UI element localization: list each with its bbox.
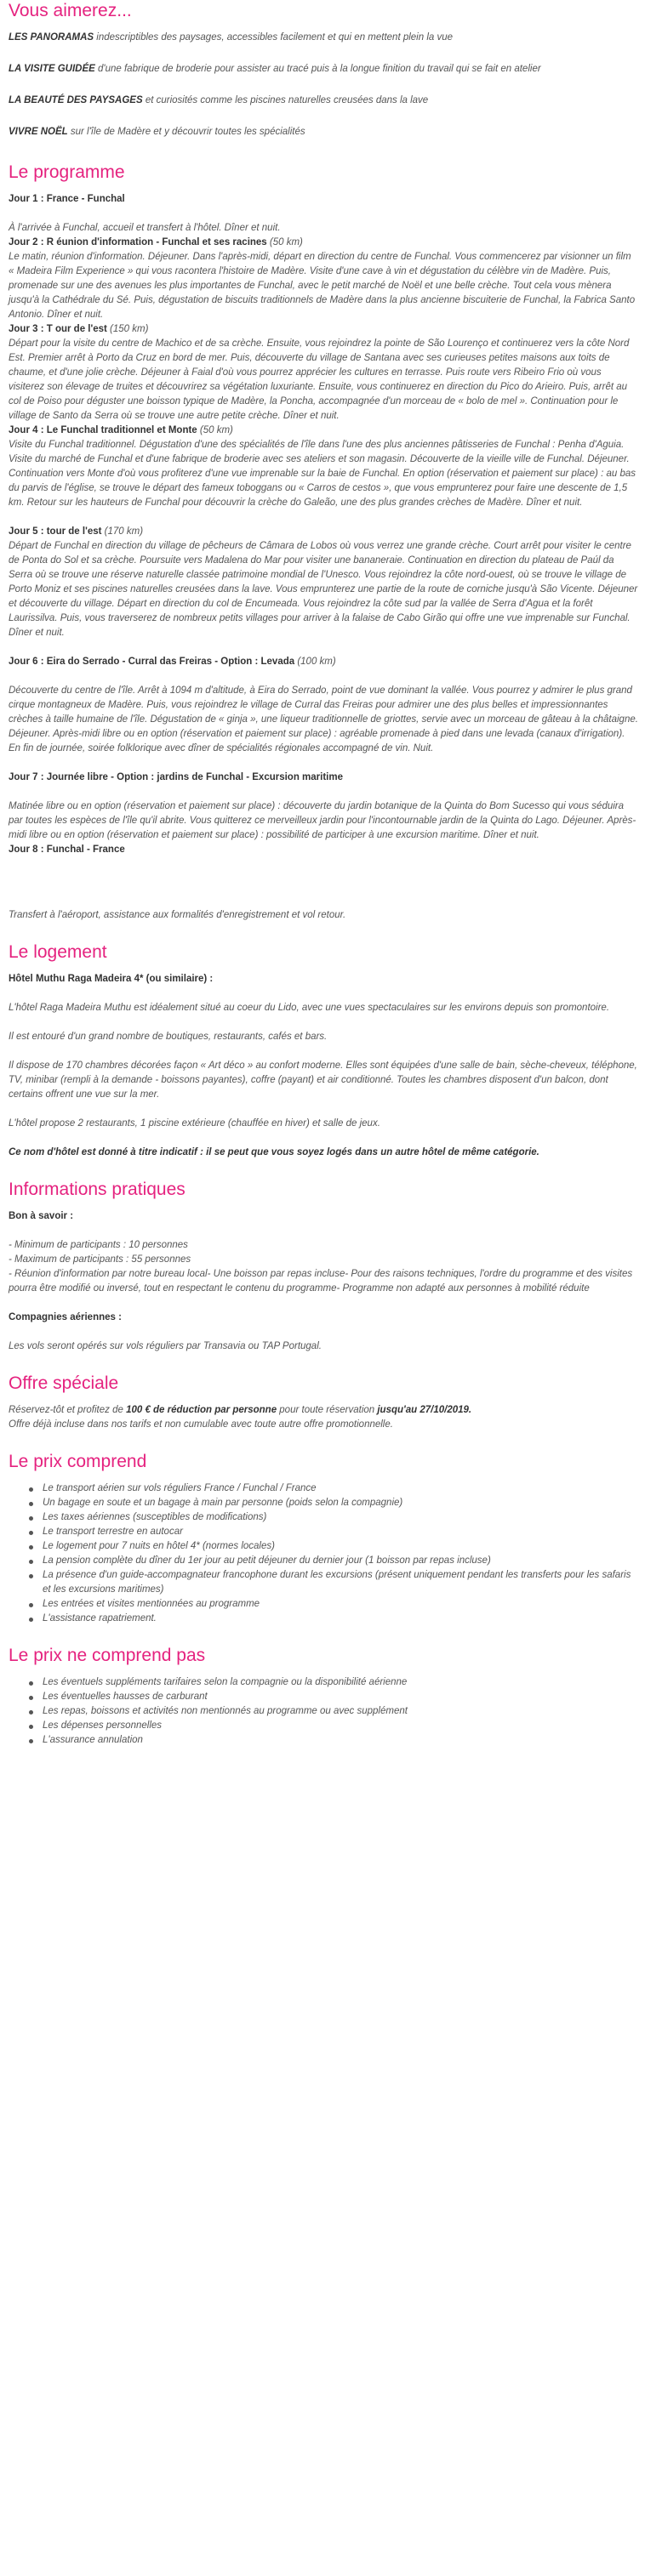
list-item: L'assurance annulation <box>43 1733 638 1748</box>
day-2-title: Jour 2 : R éunion d'information - Funchal et ses racines (50 km) <box>9 237 303 247</box>
day-3-title: Jour 3 : T our de l'est (150 km) <box>9 324 149 334</box>
bon-a-savoir-label: Bon à savoir : <box>9 1211 74 1221</box>
hotel-surroundings: Il est entouré d'un grand nombre de boutiques, restaurants, cafés et bars. <box>9 1032 328 1042</box>
list-item: Un bagage en soute et un bagage à main par personne (poids selon la compagnie) <box>43 1496 638 1510</box>
day-4-title: Jour 4 : Le Funchal traditionnel et Monte (50 km) <box>9 425 233 435</box>
list-item: Les éventuelles hausses de carburant <box>43 1690 638 1704</box>
aimerez-item-beaute: LA BEAUTÉ DES PAYSAGES et curiosités comme les piscines naturelles creusées dans la lave <box>9 95 429 105</box>
offre-line-1: Réservez-tôt et profitez de 100 € de réduction par personne pour toute réservation jusqu'au 27/10/2019. <box>9 1405 472 1415</box>
day-7-text: Matinée libre ou en option (réservation et paiement sur place) : découverte du jardin botanique de la Quinta do Bom Sucesso qui vous séduira par toutes les espèces de l'île qu'il abrite. Vous quitterez ce merveilleux jardin pour l'incontournable jardin de la Quinta do Lago. Déjeuner. Après-midi libre ou en option (réservation et paiement sur place) : possibilité de participer à une excursion maritime. Dîner et nuit. <box>9 801 636 840</box>
list-item: Les repas, boissons et activités non mentionnés au programme ou avec supplément <box>43 1704 638 1719</box>
logement-title: Le logement <box>9 942 107 962</box>
participants-max: - Maximum de participants : 55 personnes <box>9 1254 191 1265</box>
day-7-title: Jour 7 : Journée libre - Option : jardins de Funchal - Excursion maritime <box>9 772 343 782</box>
list-item: Les dépenses personnelles <box>43 1719 638 1733</box>
ne-comprend-pas-title: Le prix ne comprend pas <box>9 1646 206 1665</box>
hotel-name: Hôtel Muthu Raga Madeira 4* (ou similaire) : <box>9 974 214 984</box>
hotel-note: Ce nom d'hôtel est donné à titre indicatif : il se peut que vous soyez logés dans un autre hôtel de même catégorie. <box>9 1147 539 1157</box>
list-item: Le transport terrestre en autocar <box>43 1525 638 1539</box>
day-4-text: Visite du Funchal traditionnel. Dégustation d'une des spécialités de l'île dans l'une des plus anciennes pâtisseries de Funchal : Penha d'Aguia. Visite du marché de Funchal et d'une fabrique de broderie avec ses ateliers et son magasin. Découverte de la vieille ville de Funchal. Déjeuner. Continuation vers Monte d'où vous profiterez d'une vue imprenable sur la baie de Funchal. En option (réservation et paiement sur place) : au bas du parvis de l'église, se trouve le départ des fameux toboggans ou « Carros de cestos », que vous emprunterez pour faire une descente de 1,5 km. Retour sur les hauteurs de Funchal pour découvrir la crèche do Galeão, une des plus grandes crèches de Madère. Dîner et nuit. <box>9 440 636 508</box>
day-8-text: Transfert à l'aéroport, assistance aux formalités d'enregistrement et vol retour. <box>9 910 346 920</box>
list-item: La présence d'un guide-accompagnateur francophone durant les excursions (présent uniquement pendant les transferts pour les safaris et les excursions maritimes) <box>43 1568 638 1597</box>
list-item: Les taxes aériennes (susceptibles de modifications) <box>43 1510 638 1525</box>
hotel-rooms: Il dispose de 170 chambres décorées façon « Art déco » au confort moderne. Elles sont équipées d'une salle de bain, sèche-cheveux, téléphone, TV, minibar (rempli à la demande - boissons payantes), coffre (payant) et air conditionné. Toutes les chambres disposent d'un balcon, dont certains offrent une vue sur la mer. <box>9 1061 637 1100</box>
list-item: Le logement pour 7 nuits en hôtel 4* (normes locales) <box>43 1539 638 1554</box>
day-1-text: À l'arrivée à Funchal, accueil et transfert à l'hôtel. Dîner et nuit. <box>9 223 281 233</box>
compagnies-label: Compagnies aériennes : <box>9 1312 122 1322</box>
aimerez-item-visite-guidee: LA VISITE GUIDÉE d'une fabrique de broderie pour assister au tracé puis à la longue finition du travail qui se fait en atelier <box>9 64 541 74</box>
list-item: Les éventuels suppléments tarifaires selon la compagnie ou la disponibilité aérienne <box>43 1675 638 1690</box>
vous-aimerez-title: Vous aimerez... <box>9 1 132 20</box>
day-8-title: Jour 8 : Funchal - France <box>9 844 125 855</box>
list-item: La pension complète du dîner du 1er jour au petit déjeuner du dernier jour (1 boisson par repas incluse) <box>43 1554 638 1568</box>
list-item: Les entrées et visites mentionnées au programme <box>43 1597 638 1612</box>
ne-comprend-pas-list <box>9 1675 638 1748</box>
aimerez-item-panoramas: LES PANORAMAS indescriptibles des paysages, accessibles facilement et qui en mettent plein la vue <box>9 32 454 43</box>
day-1-title: Jour 1 : France - Funchal <box>9 194 125 204</box>
day-6-title: Jour 6 : Eira do Serrado - Curral das Freiras - Option : Levada (100 km) <box>9 657 336 667</box>
day-5-text: Départ de Funchal en direction du village de pêcheurs de Câmara de Lobos où vous verrez une grande crèche. Court arrêt pour visiter le centre de Ponta do Sol et sa crèche. Poursuite vers Madalena do Mar pour visiter une bananeraie. Continuation en direction du plateau de Paúl da Serra où se trouve une réserve naturelle classée patrimoine mondial de l'Unesco. Vous rejoindrez la côte nord-ouest, où se trouve le village de Porto Moniz et ses piscines naturelles creusées dans la lave. Vous emprunterez une partie de la route de corniche jusqu'à São Vicente. Déjeuner et découverte du village. Départ en direction du col de Encumeada. Vous rejoindrez la côte sud par la vallée de Serra d'Agua et la forêt Laurissilva. Puis, vous traverserez de nombreux petits villages pour arriver à la falaise de Cabo Girão qui offre une vue imprenable sur Funchal. Dîner et nuit. <box>9 541 638 638</box>
offre-title: Offre spéciale <box>9 1373 119 1393</box>
infos-title: Informations pratiques <box>9 1180 186 1199</box>
compagnies-text: Les vols seront opérés sur vols réguliers par Transavia ou TAP Portugal. <box>9 1341 322 1351</box>
hotel-description: L'hôtel Raga Madeira Muthu est idéalement situé au coeur du Lido, avec une vues spectaculaires sur les environs depuis son promontoire. <box>9 1003 610 1013</box>
list-item: Le transport aérien sur vols réguliers France / Funchal / France <box>43 1481 638 1496</box>
comprend-title: Le prix comprend <box>9 1452 147 1471</box>
participants-min: - Minimum de participants : 10 personnes <box>9 1240 188 1250</box>
infos-details: - Réunion d'information par notre bureau local- Une boisson par repas incluse- Pour des raisons techniques, l'ordre du programme et des visites pourra être modifié ou inversé, tout en respectant le contenu du programme- Programme non adapté aux personnes à mobilité réduite <box>9 1269 633 1294</box>
day-2-text: Le matin, réunion d'information. Déjeuner. Dans l'après-midi, départ en direction du centre de Funchal. Vous commencerez par visionner un film « Madeira Film Experience » qui vous racontera l'histoire de Madère. Visite d'une cave à vin et dégustation du célèbre vin de Madère. Puis, promenade sur une des avenues les plus importantes de Funchal, avec le petit marché de Noël et une belle crèche. Tout cela vous mènera jusqu'à la Cathédrale du Sé. Puis, dégustation de biscuits traditionnels de Madère dans la plus ancienne biscuiterie de Funchal, la Fabrica Santo Antonio. Dîner et nuit. <box>9 252 636 320</box>
offre-line-2: Offre déjà incluse dans nos tarifs et non cumulable avec toute autre offre promotionnelle. <box>9 1419 393 1430</box>
programme-title: Le programme <box>9 162 125 182</box>
day-6-text: Découverte du centre de l'île. Arrêt à 1094 m d'altitude, à Eira do Serrado, point de vue dominant la vallée. Vous pourrez y admirer le plus grand cirque montagneux de Madère. Puis, vous rejoindrez le village de Curral das Freiras pour admirer une des plus belles et impressionnantes crèches à taille humaine de l'île. Dégustation de « ginja », une liqueur traditionnelle de griottes, servie avec un morceau de gâteau à la châtaigne. Déjeuner. Après-midi libre ou en option (réservation et paiement sur place) : agréable promenade à pied dans une levada (canaux d'irrigation). En fin de journée, soirée folklorique avec dîner de spécialités régionales accompagné de vin. Nuit. <box>9 685 638 753</box>
list-item: L'assistance rapatriement. <box>43 1612 638 1626</box>
comprend-list <box>9 1481 638 1626</box>
hotel-facilities: L'hôtel propose 2 restaurants, 1 piscine extérieure (chauffée en hiver) et salle de jeux. <box>9 1118 380 1129</box>
day-3-text: Départ pour la visite du centre de Machico et de sa crèche. Ensuite, vous rejoindrez la pointe de São Lourenço et continuerez vers la côte Nord Est. Premier arrêt à Porto da Cruz en bord de mer. Puis, découverte du village de Santana avec ses curieuses petites maisons aux toits de chaume, et d'une jolie crèche. Déjeuner à Faial d'où vous pourrez apprécier les cultures en terrasse. Puis route vers Ribeiro Frio où vous visiterez son élevage de truites et découvrirez sa végétation luxuriante. Ensuite, vous continuerez en direction du Pico do Arieiro. Puis, arrêt au col de Poiso pour déguster une boisson typique de Madère, la Poncha, accompagnée d'un morceau de « bolo de mel ». Continuation pour le village de Santo da Serra où se trouve une autre petite crèche. Dîner et nuit. <box>9 338 630 421</box>
aimerez-item-noel: VIVRE NOËL sur l'île de Madère et y découvrir toutes les spécialités <box>9 127 305 137</box>
day-5-title: Jour 5 : tour de l'est (170 km) <box>9 526 144 537</box>
